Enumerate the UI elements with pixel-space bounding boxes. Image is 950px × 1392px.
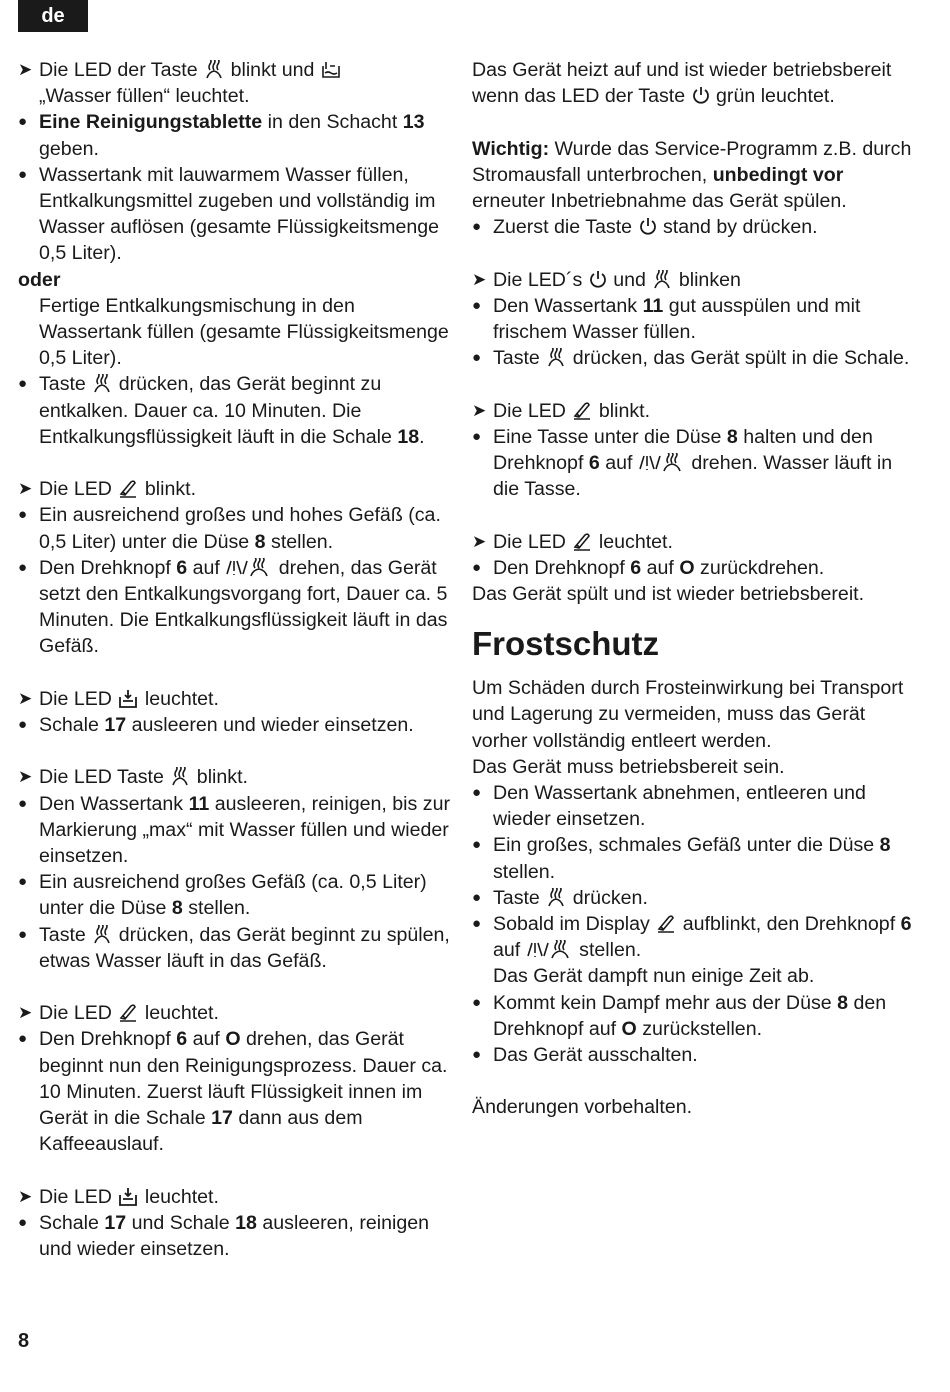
cleaning-icon <box>656 914 676 933</box>
arrow-marker: ➤ <box>18 479 33 499</box>
list-item: ● Den Wassertank 11 gut ausspülen und mit frischem Wasser füllen. <box>472 293 912 345</box>
arrow-marker: ➤ <box>18 688 33 708</box>
section-heading: Frostschutz <box>472 625 660 663</box>
bullet-marker: ● <box>472 427 482 445</box>
list-item: ● Taste drücken, das Gerät spült in die Schale. <box>472 345 912 371</box>
list-item: ● Taste drücken, das Gerät beginnt zu entkalken. Dauer ca. 10 Minuten. Die Entkalkungsflüssigkeit läuft in die Schale 18. <box>18 371 450 450</box>
paragraph: Um Schäden durch Frosteinwirkung bei Transport und Lagerung zu vermeiden, muss das Gerät vorher vollständig entleert werden. <box>472 677 904 752</box>
paragraph: Wichtig: Wurde das Service-Programm z.B. durch Stromausfall unterbrochen, unbedingt vor erneuter Inbetriebnahme das Gerät spülen. <box>472 137 912 212</box>
language-tab: de <box>18 0 88 32</box>
status-line: ➤ Die LED leuchtet. <box>472 529 912 555</box>
water-fill-icon <box>321 60 341 79</box>
power-icon <box>589 270 607 289</box>
bullet-marker: ● <box>472 1046 482 1064</box>
list-item: ● Den Wassertank 11 ausleeren, reinigen, bis zur Markierung „max“ mit Wasser füllen und wieder einsetzen. <box>18 791 450 870</box>
oder-label: oder <box>18 268 61 291</box>
bullet-marker: ● <box>18 165 28 183</box>
arrow-marker: ➤ <box>472 400 487 420</box>
tray-icon <box>118 1187 138 1206</box>
list-item: ● Ein ausreichend großes und hohes Gefäß (ca. 0,5 Liter) unter die Düse 8 stellen. <box>18 502 450 554</box>
bullet-marker: ● <box>18 794 28 812</box>
cleaning-icon <box>572 401 592 420</box>
arrow-marker: ➤ <box>18 60 33 79</box>
status-line: ➤ Die LED´s und blinken <box>472 267 912 293</box>
bullet-marker: ● <box>18 925 28 943</box>
arrow-marker: ➤ <box>18 767 33 787</box>
bullet-marker: ● <box>472 784 482 802</box>
status-line-cont: „Wasser füllen“ leuchtet. <box>39 85 250 108</box>
status-line: ➤ Die LED leuchtet. <box>18 1000 450 1026</box>
steam-icon <box>652 270 672 289</box>
power-icon <box>639 217 657 236</box>
arrow-marker: ➤ <box>18 1003 33 1023</box>
bullet-marker: ● <box>472 296 482 314</box>
list-item: ● Eine Reinigungstablette in den Schacht 13 geben. <box>18 109 450 161</box>
bullet-marker: ● <box>18 375 28 393</box>
paragraph: Das Gerät heizt auf und ist wieder betriebsbereit wenn das LED der Taste grün leuchtet. <box>472 59 892 108</box>
arrow-marker: ➤ <box>18 1186 33 1206</box>
steam-icon <box>546 348 566 367</box>
bullet-marker: ● <box>18 873 28 891</box>
arrow-marker: ➤ <box>472 269 487 289</box>
paragraph: Das Gerät spült und ist wieder betriebsbereit. <box>472 583 865 605</box>
steam-icon <box>204 60 224 79</box>
hot-water-steam-selector-icon <box>226 558 272 577</box>
bullet-marker: ● <box>18 1030 28 1048</box>
status-line: ➤ Die LED Taste blinkt. <box>18 764 450 790</box>
cleaning-icon <box>118 479 138 498</box>
bullet-marker: ● <box>472 993 482 1011</box>
oder-text: Fertige Entkalkungsmischung in den Wassertank füllen (gesamte Flüssigkeitsmenge 0,5 Liter). <box>39 294 449 370</box>
status-line: ➤ Die LED blinkt. <box>472 398 912 424</box>
list-item: ● Das Gerät ausschalten. <box>472 1042 912 1068</box>
list-item: ● Wassertank mit lauwarmem Wasser füllen, Entkalkungsmittel zugeben und vollständig im Wasser auflösen (gesamte Flüssigkeitsmenge 0,5 Liter). <box>18 162 450 267</box>
bullet-marker: ● <box>472 218 482 236</box>
list-item: ● Den Drehknopf 6 auf O zurückdrehen. <box>472 555 912 581</box>
list-item: ● Den Drehknopf 6 auf O drehen, das Gerät beginnt nun den Reinigungsprozess. Dauer ca. 10 Minuten. Zuerst läuft Flüssigkeit innen im Gerät in die Schale 17 dann aus dem Kaffeeauslauf. <box>18 1026 450 1157</box>
list-item: ● Ein ausreichend großes Gefäß (ca. 0,5 Liter) unter die Düse 8 stellen. <box>18 869 450 921</box>
bullet-marker: ● <box>18 506 28 524</box>
steam-icon <box>170 767 190 786</box>
list-item: ● Den Wassertank abnehmen, entleeren und wieder einsetzen. <box>472 780 912 832</box>
status-line: ➤ Die LED der Taste blinkt und <box>18 57 450 83</box>
steam-icon <box>92 925 112 944</box>
bullet-marker: ● <box>472 836 482 854</box>
right-column <box>472 57 912 1121</box>
status-line: ➤ Die LED leuchtet. <box>18 1184 450 1210</box>
tray-icon <box>118 689 138 708</box>
steam-icon <box>92 374 112 393</box>
bullet-marker: ● <box>18 558 28 576</box>
list-item: ● Zuerst die Taste stand by drücken. <box>472 214 912 240</box>
bullet-marker: ● <box>18 113 28 131</box>
list-item: ● Taste drücken, das Gerät beginnt zu spülen, etwas Wasser läuft in das Gefäß. <box>18 922 450 974</box>
bullet-marker: ● <box>18 1213 28 1231</box>
list-item: ● Schale 17 ausleeren und wieder einsetzen. <box>18 712 450 738</box>
steam-icon <box>546 888 566 907</box>
bullet-marker: ● <box>472 558 482 576</box>
hot-water-steam-selector-icon <box>527 940 573 959</box>
left-column <box>18 57 450 1262</box>
cleaning-icon <box>118 1003 138 1022</box>
page-number: 8 <box>18 1330 30 1352</box>
hot-water-steam-selector-icon <box>639 453 685 472</box>
bullet-marker: ● <box>18 716 28 734</box>
list-item: ● Schale 17 und Schale 18 ausleeren, reinigen und wieder einsetzen. <box>18 1210 450 1262</box>
list-item: ● Den Drehknopf 6 auf drehen, das Gerät setzt den Entkalkungsvorgang fort, Dauer ca. 5 Minuten. Die Entkalkungsflüssigkeit läuft in das Gefäß. <box>18 555 450 660</box>
status-line: ➤ Die LED leuchtet. <box>18 686 450 712</box>
bullet-marker: ● <box>472 888 482 906</box>
power-icon <box>692 86 710 105</box>
status-line: ➤ Die LED blinkt. <box>18 476 450 502</box>
cleaning-icon <box>572 532 592 551</box>
list-item: ● Sobald im Display aufblinkt, den Drehknopf 6 auf stellen. Das Gerät dampft nun einige Zeit ab. <box>472 911 912 990</box>
list-item: ● Kommt kein Dampf mehr aus der Düse 8 den Drehknopf auf O zurückstellen. <box>472 990 912 1042</box>
bullet-marker: ● <box>472 349 482 367</box>
paragraph: Das Gerät muss betriebsbereit sein. <box>472 755 785 778</box>
arrow-marker: ➤ <box>472 531 487 551</box>
list-item: ● Eine Tasse unter die Düse 8 halten und den Drehknopf 6 auf drehen. Wasser läuft in die Tasse. <box>472 424 912 503</box>
bullet-marker: ● <box>472 915 482 933</box>
list-item: ● Taste drücken. <box>472 885 912 911</box>
footer-note: Änderungen vorbehalten. <box>472 1096 693 1119</box>
list-item: ● Ein großes, schmales Gefäß unter die Düse 8 stellen. <box>472 832 912 884</box>
